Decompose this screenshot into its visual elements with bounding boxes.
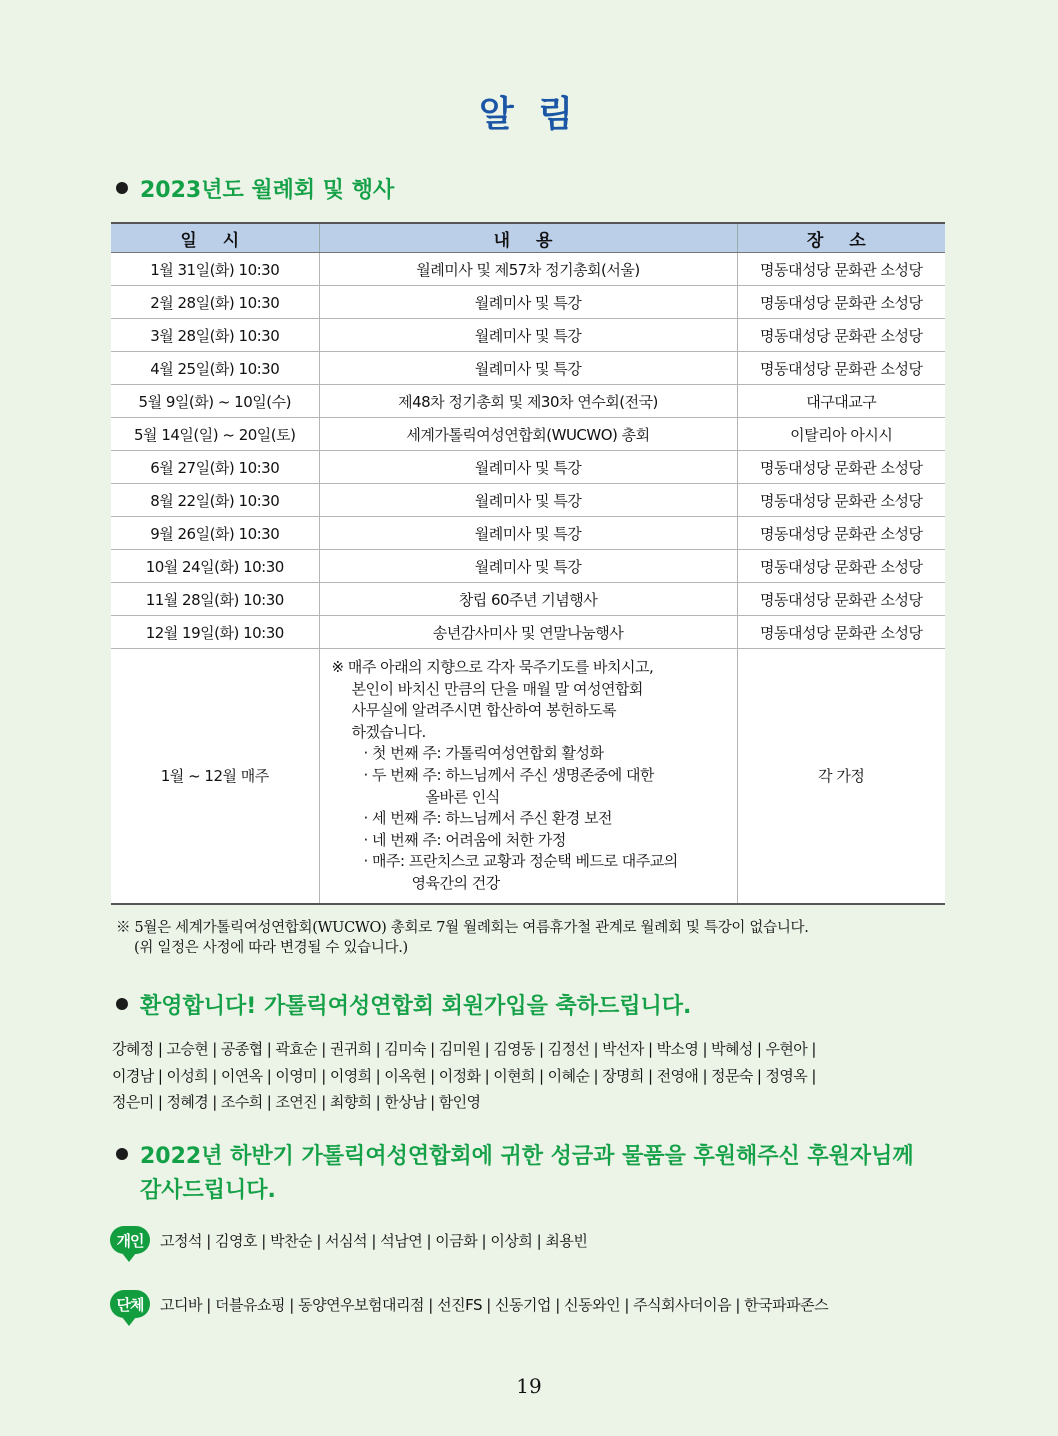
cell-date: 4월 25일(화) 10:30 [111, 352, 319, 385]
prayer-line: 올바른 인식 [425, 787, 500, 806]
cell-place: 명동대성당 문화관 소성당 [737, 484, 945, 517]
cell-date: 5월 9일(화) ~ 10일(수) [111, 385, 319, 418]
cell-date: 2월 28일(화) 10:30 [111, 286, 319, 319]
speech-tail-icon [122, 1317, 136, 1326]
page-title: 알 림 [478, 94, 580, 135]
cell-place: 대구대교구 [737, 385, 945, 418]
table-row [111, 583, 945, 616]
table-row [111, 550, 945, 583]
column-header-place: 장 소 [737, 223, 945, 253]
group-donor-names: 고디바 | 더블유쇼핑 | 동양연우보험대리점 | 선진FS | 신동기업 | 신동와인 | 주식회사더이음 | 한국파파존스 [160, 1295, 829, 1314]
table-row-prayer [111, 649, 945, 904]
bullet-icon [116, 1148, 128, 1160]
cell-date: 1월 ~ 12월 매주 [111, 649, 319, 904]
prayer-line: ※ 매주 아래의 지향으로 각자 묵주기도를 바치시고, [331, 658, 654, 676]
cell-content: 월례미사 및 특강 [319, 319, 737, 352]
prayer-line: 본인이 바치신 만큼의 단을 매월 말 여성연합회 [351, 679, 643, 698]
cell-place: 명동대성당 문화관 소성당 [737, 352, 945, 385]
cell-content: 송년감사미사 및 연말나눔행사 [319, 616, 737, 649]
cell-place: 명동대성당 문화관 소성당 [737, 319, 945, 352]
column-header-content: 내 용 [319, 223, 737, 253]
table-row [111, 385, 945, 418]
members-line: 강혜정 | 고승현 | 공종협 | 곽효순 | 권귀희 | 김미숙 | 김미원 | 김영동 | 김정선 | 박선자 | 박소영 | 박혜성 | 우현아 | [112, 1040, 816, 1058]
schedule-note [116, 918, 809, 958]
prayer-line: · 매주: 프란치스코 교황과 정순택 베드로 대주교의 [363, 852, 678, 871]
table-header-row [111, 223, 945, 253]
cell-place: 명동대성당 문화관 소성당 [737, 451, 945, 484]
individual-badge [110, 1226, 150, 1254]
cell-date: 8월 22일(화) 10:30 [111, 484, 319, 517]
cell-date: 6월 27일(화) 10:30 [111, 451, 319, 484]
welcome-heading-text: 환영합니다! 가톨릭여성연합회 회원가입을 축하드립니다. [140, 994, 692, 1019]
prayer-line: · 두 번째 주: 하느님께서 주신 생명존중에 대한 [363, 765, 655, 784]
table-row [111, 319, 945, 352]
page-number: 19 [516, 1374, 542, 1398]
cell-date: 3월 28일(화) 10:30 [111, 319, 319, 352]
bullet-icon [116, 182, 128, 194]
table-row [111, 418, 945, 451]
prayer-line: · 네 번째 주: 어려움에 처한 가정 [363, 830, 566, 849]
cell-date: 5월 14일(일) ~ 20일(토) [111, 418, 319, 451]
individual-donor-names: 고정석 | 김영호 | 박찬순 | 서심석 | 석남연 | 이금화 | 이상희 | 최용빈 [160, 1231, 588, 1250]
table-row [111, 517, 945, 550]
members-line: 이경남 | 이성희 | 이연옥 | 이영미 | 이영희 | 이옥현 | 이정화 | 이현희 | 이혜순 | 장명희 | 전영애 | 정문숙 | 정영옥 | [112, 1066, 816, 1085]
cell-place: 명동대성당 문화관 소성당 [737, 286, 945, 319]
members-line: 정은미 | 정혜경 | 조수희 | 조연진 | 최향희 | 한상남 | 함인영 [112, 1093, 481, 1111]
speech-tail-icon [122, 1253, 136, 1262]
group-donors [110, 1284, 828, 1324]
table-row [111, 616, 945, 649]
prayer-line: · 세 번째 주: 하느님께서 주신 환경 보전 [363, 809, 613, 828]
cell-place: 명동대성당 문화관 소성당 [737, 616, 945, 649]
group-badge [110, 1290, 150, 1318]
cell-content: 제48차 정기총회 및 제30차 연수회(전국) [319, 385, 737, 418]
note-line: (위 일정은 사정에 따라 변경될 수 있습니다.) [134, 940, 408, 956]
cell-place: 명동대성당 문화관 소성당 [737, 253, 945, 286]
donors-heading [116, 1140, 914, 1208]
note-line: ※ 5월은 세계가톨릭여성연합회(WUCWO) 총회로 7월 월례회는 여름휴가철 관계로 월례회 및 특강이 없습니다. [116, 920, 809, 936]
cell-place: 명동대성당 문화관 소성당 [737, 517, 945, 550]
events-heading [116, 174, 394, 208]
cell-content: 월례미사 및 제57차 정기총회(서울) [319, 253, 737, 286]
table-row [111, 451, 945, 484]
bullet-icon [116, 998, 128, 1010]
donors-heading-line2: 감사드립니다. [140, 1178, 276, 1203]
cell-date: 12월 19일(화) 10:30 [111, 616, 319, 649]
donors-heading-line1: 2022년 하반기 가톨릭여성연합회에 귀한 성금과 물품을 후원해주신 후원자님께 [140, 1144, 914, 1169]
cell-content: 월례미사 및 특강 [319, 286, 737, 319]
cell-place: 각 가정 [737, 649, 945, 904]
table-row [111, 253, 945, 286]
cell-date: 11월 28일(화) 10:30 [111, 583, 319, 616]
cell-content: 월례미사 및 특강 [319, 484, 737, 517]
prayer-line: 사무실에 알려주시면 합산하여 봉헌하도록 [351, 701, 617, 720]
table-row [111, 286, 945, 319]
cell-content: 창립 60주년 기념행사 [319, 583, 737, 616]
table-row [111, 352, 945, 385]
cell-date: 10월 24일(화) 10:30 [111, 550, 319, 583]
cell-content: 세계가톨릭여성연합회(WUCWO) 총회 [319, 418, 737, 451]
cell-place: 이탈리아 아시시 [737, 418, 945, 451]
table-row [111, 484, 945, 517]
cell-date: 1월 31일(화) 10:30 [111, 253, 319, 286]
prayer-line: 영육간의 건강 [411, 873, 500, 892]
individual-badge-label: 개인 [116, 1231, 144, 1250]
events-heading-text: 2023년도 월례회 및 행사 [140, 178, 395, 203]
prayer-line: 하겠습니다. [351, 722, 426, 741]
column-header-date: 일 시 [111, 223, 319, 253]
cell-place: 명동대성당 문화관 소성당 [737, 583, 945, 616]
cell-content: 월례미사 및 특강 [319, 352, 737, 385]
cell-content: 월례미사 및 특강 [319, 517, 737, 550]
cell-prayer-content [319, 649, 737, 904]
cell-content: 월례미사 및 특강 [319, 451, 737, 484]
welcome-heading [116, 990, 691, 1024]
cell-content: 월례미사 및 특강 [319, 550, 737, 583]
cell-date: 9월 26일(화) 10:30 [111, 517, 319, 550]
new-members-list [112, 1036, 952, 1116]
events-table [111, 222, 945, 905]
cell-place: 명동대성당 문화관 소성당 [737, 550, 945, 583]
group-badge-label: 단체 [116, 1295, 144, 1314]
prayer-line: · 첫 번째 주: 가톨릭여성연합회 활성화 [363, 744, 604, 763]
individual-donors [110, 1220, 587, 1260]
